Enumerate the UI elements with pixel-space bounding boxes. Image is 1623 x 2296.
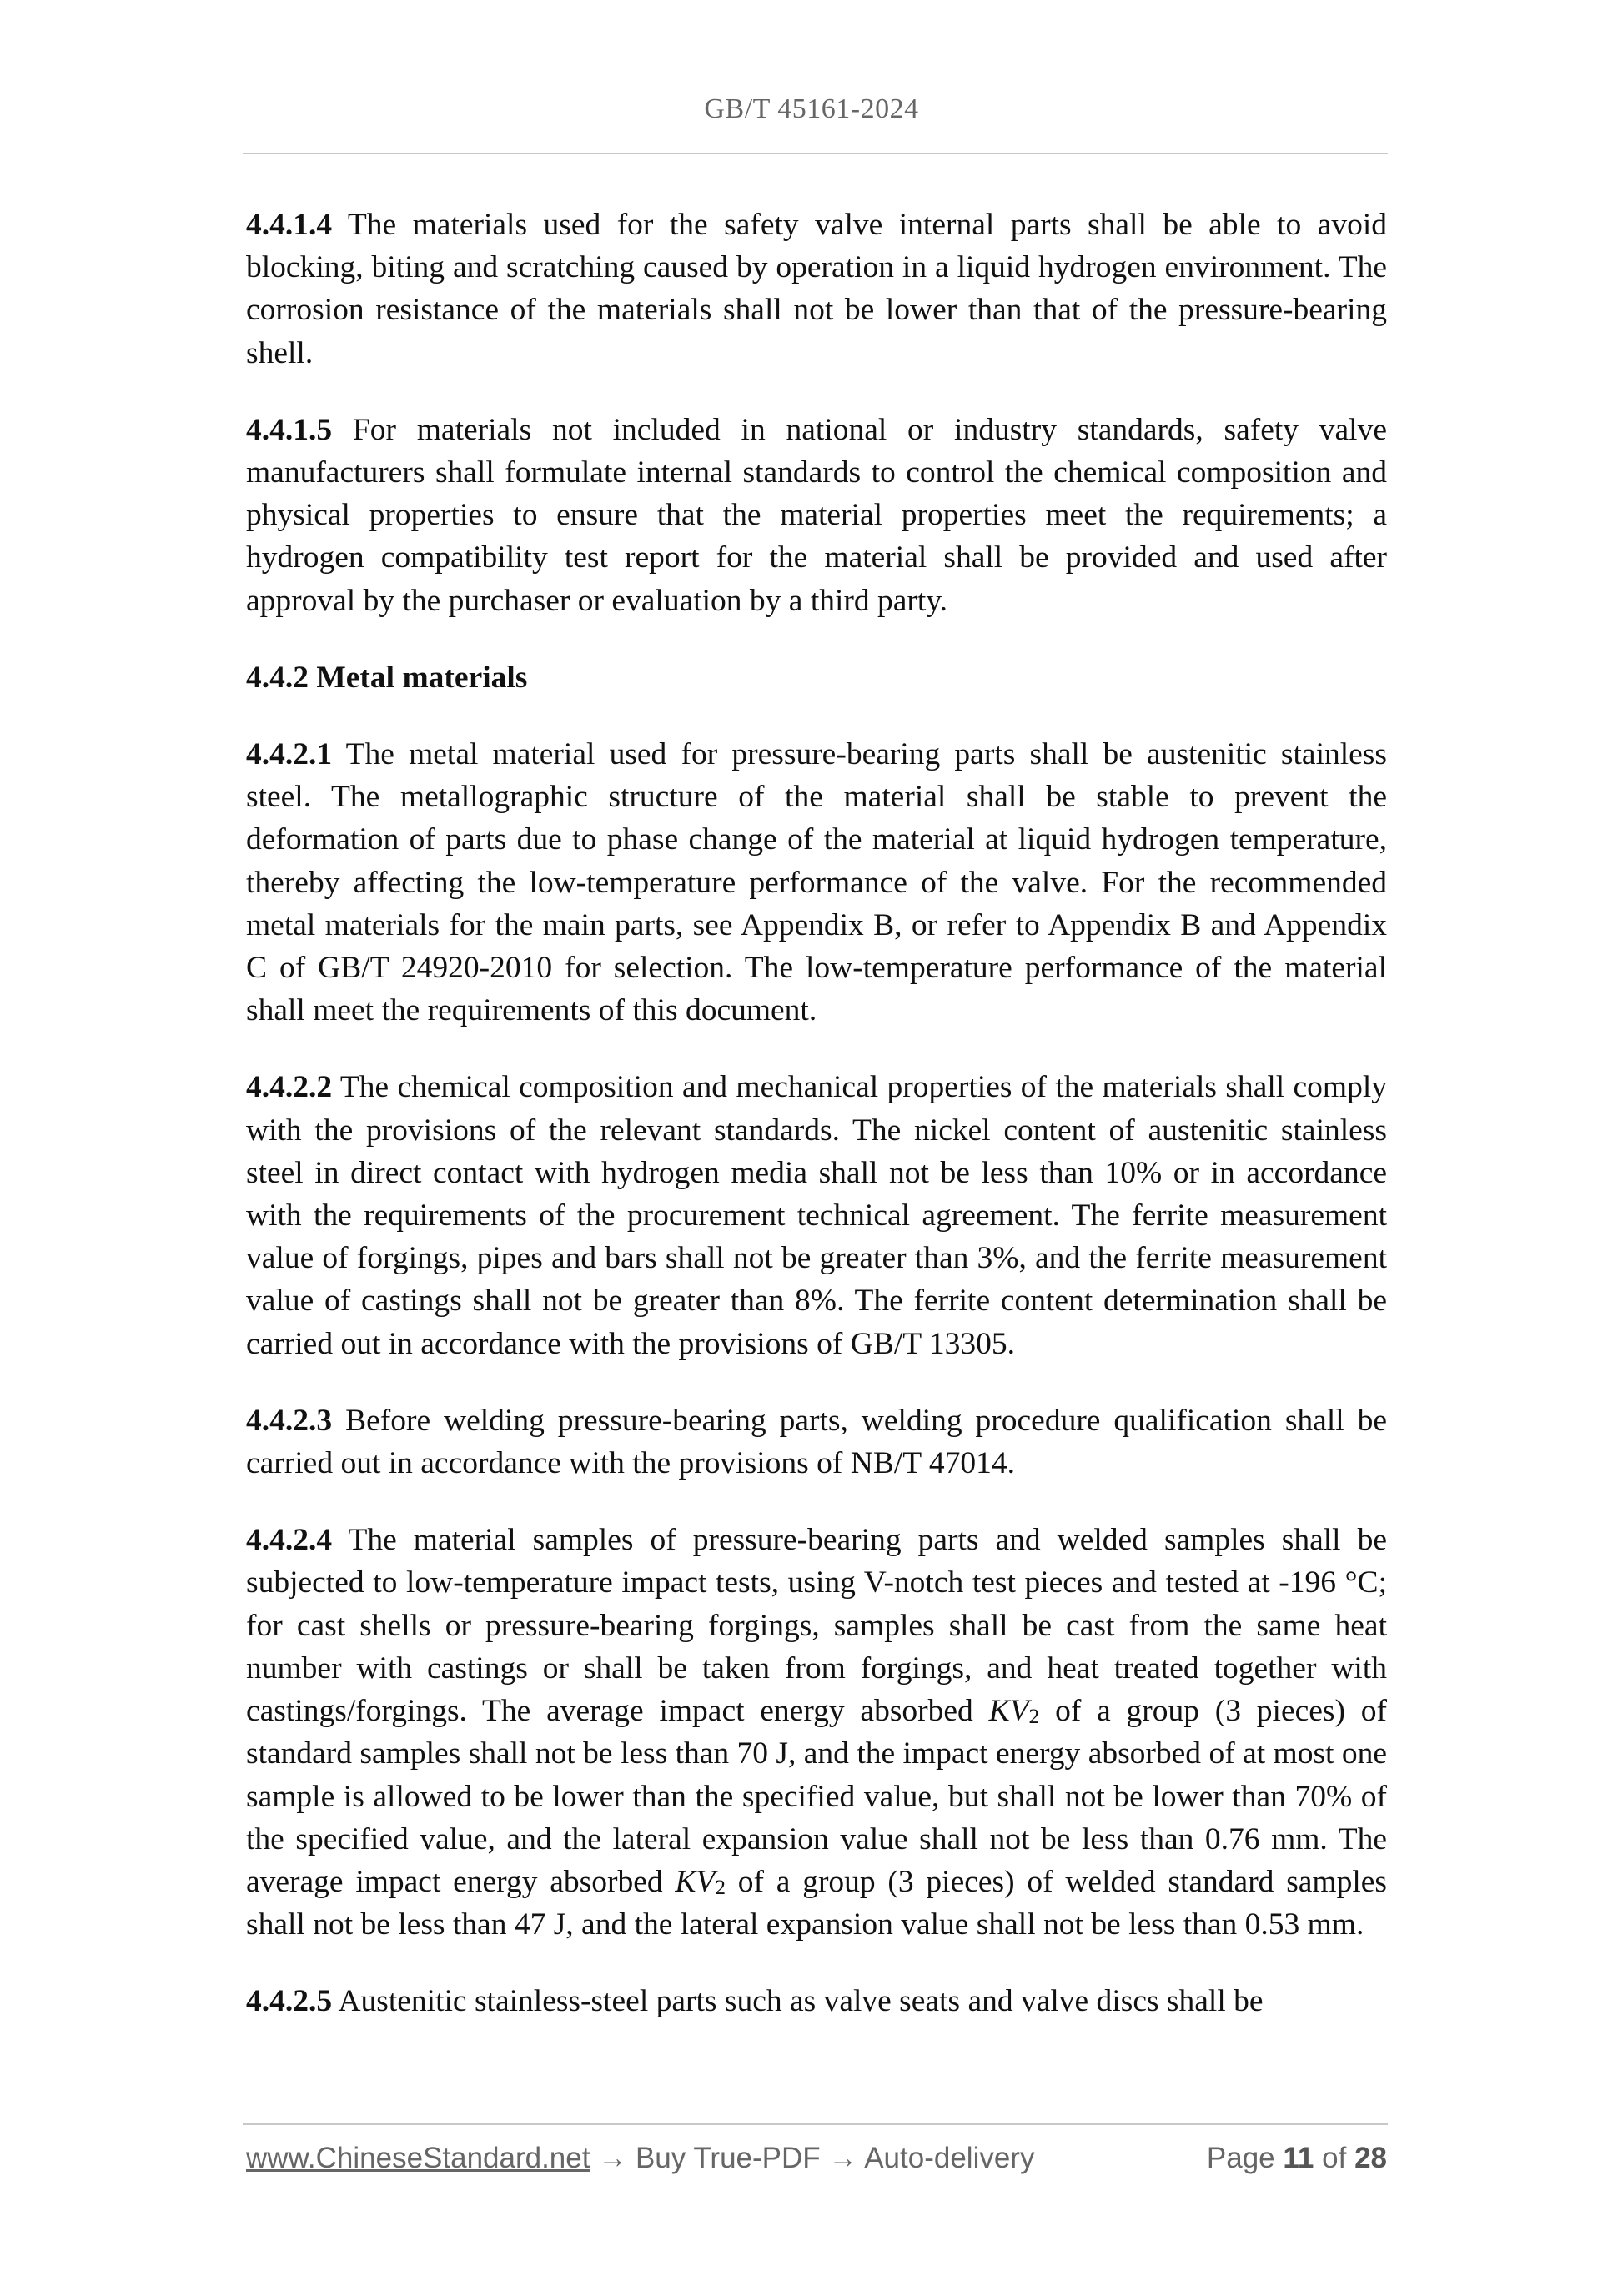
auto-delivery-text: Auto-delivery bbox=[864, 2142, 1035, 2174]
buy-pdf-text: Buy True-PDF bbox=[635, 2142, 821, 2174]
page-of-label: of bbox=[1322, 2142, 1347, 2174]
clause-4-4-2-3 bbox=[246, 1399, 1387, 1485]
clause-text: of a group (3 pieces) of welded standard samples shall not be less than 47 J, and the lateral expansion value shall not be less than 0.53 mm. bbox=[246, 1864, 1388, 1942]
clause-4-4-2-2 bbox=[246, 1066, 1387, 1364]
page-current: 11 bbox=[1283, 2142, 1314, 2174]
page-indicator bbox=[1207, 2142, 1387, 2175]
kv-subscript: 2 bbox=[715, 1874, 726, 1899]
footer-promo bbox=[246, 2142, 1034, 2175]
clause-text: Before welding pressure-bearing parts, welding procedure qualification shall be carried out in accordance with the provisions of NB/T 47014. bbox=[246, 1403, 1387, 1481]
document-code: GB/T 45161-2024 bbox=[704, 93, 919, 124]
kv2-symbol bbox=[989, 1694, 1040, 1728]
clause-4-4-2-1 bbox=[246, 733, 1387, 1032]
clause-number: 4.4.2.1 bbox=[246, 737, 333, 772]
clause-number: 4.4.2.5 bbox=[246, 1984, 333, 2019]
kv-letters: KV bbox=[675, 1864, 716, 1899]
clause-4-4-1-5 bbox=[246, 409, 1387, 622]
section-title: Metal materials bbox=[316, 660, 528, 695]
clause-4-4-2-5 bbox=[246, 1980, 1387, 2022]
kv-subscript: 2 bbox=[1028, 1704, 1040, 1729]
page-label: Page bbox=[1206, 2142, 1275, 2174]
page-footer bbox=[246, 2142, 1387, 2183]
website-link[interactable]: www.ChineseStandard.net bbox=[246, 2142, 590, 2174]
footer-divider bbox=[243, 2123, 1388, 2125]
clause-number: 4.4.1.4 bbox=[246, 208, 333, 242]
clause-text: The materials used for the safety valve internal parts shall be able to avoid blocking, biting and scratching caused by operation in a liquid hydrogen environment. The corrosion resistance of the materials shall not be lower than that of the pressure-bearing shell. bbox=[246, 208, 1387, 370]
clause-text: The chemical composition and mechanical properties of the materials shall comply with the provisions of the relevant standards. The nickel content of austenitic stainless steel in direct contact with hydrogen media shall not be less than 10% or in accordance with the requirements of the procurement technical agreement. The ferrite measurement value of forgings, pipes and bars shall not be greater than 3%, and the ferrite measurement value of castings shall not be greater than 8%. The ferrite content determination shall be carried out in accordance with the provisions of GB/T 13305. bbox=[246, 1070, 1387, 1361]
clause-number: 4.4.2.2 bbox=[246, 1070, 333, 1105]
kv2-symbol bbox=[675, 1865, 726, 1899]
clause-text: The metal material used for pressure-bearing parts shall be austenitic stainless steel. The metallographic structure of the material shall be stable to prevent the deformation of parts due to phase change of the material at liquid hydrogen temperature, thereby affecting the low-temperature performance of the valve. For the recommended metal materials for the main parts, see Appendix B, or refer to Appendix B and Appendix C of GB/T 24920-2010 for selection. The low-temperature performance of the material shall meet the requirements of this document. bbox=[246, 737, 1387, 1028]
clause-number: 4.4.1.5 bbox=[246, 412, 333, 447]
section-heading-4-4-2 bbox=[246, 656, 1387, 699]
clause-4-4-1-4 bbox=[246, 203, 1387, 374]
clause-text: For materials not included in national or industry standards, safety valve manufacturers shall formulate internal standards to control the chemical composition and physical properties to ensure that the material properties meet the requirements; a hydrogen compatibility test report for the material shall be provided and used after approval by the purchaser or evaluation by a third party. bbox=[246, 412, 1387, 618]
clause-4-4-2-4 bbox=[246, 1519, 1387, 1946]
arrow-right-icon: → bbox=[828, 2142, 858, 2174]
clause-text: of a group (3 pieces) of standard samples shall not be less than 70 J, and the impact energy absorbed of at most one sample is allowed to be lower than the specified value, but shall not be lower than 70% of the specified value, and the lateral expansion value shall not be less than 0.76 mm. The average impact energy absorbed bbox=[246, 1694, 1388, 1899]
kv-letters: KV bbox=[988, 1694, 1029, 1729]
clause-text: The material samples of pressure-bearing parts and welded samples shall be subjected to low-temperature impact tests, using V-notch test pieces and tested at -196 °C; for cast shells or pressure-bearing forgings, samples shall be cast from the same heat number with castings or shall be taken from forgings, and heat treated together with castings/forgings. The average impact energy absorbed bbox=[246, 1523, 1387, 1729]
header-divider bbox=[243, 153, 1388, 154]
clause-text: Austenitic stainless-steel parts such as valve seats and valve discs shall be bbox=[338, 1984, 1264, 2019]
document-body bbox=[246, 203, 1387, 2057]
clause-number: 4.4.2.4 bbox=[246, 1523, 333, 1558]
clause-number: 4.4.2.3 bbox=[246, 1403, 333, 1438]
section-number: 4.4.2 bbox=[246, 660, 309, 695]
arrow-right-icon: → bbox=[598, 2142, 628, 2174]
page-total: 28 bbox=[1354, 2142, 1387, 2174]
